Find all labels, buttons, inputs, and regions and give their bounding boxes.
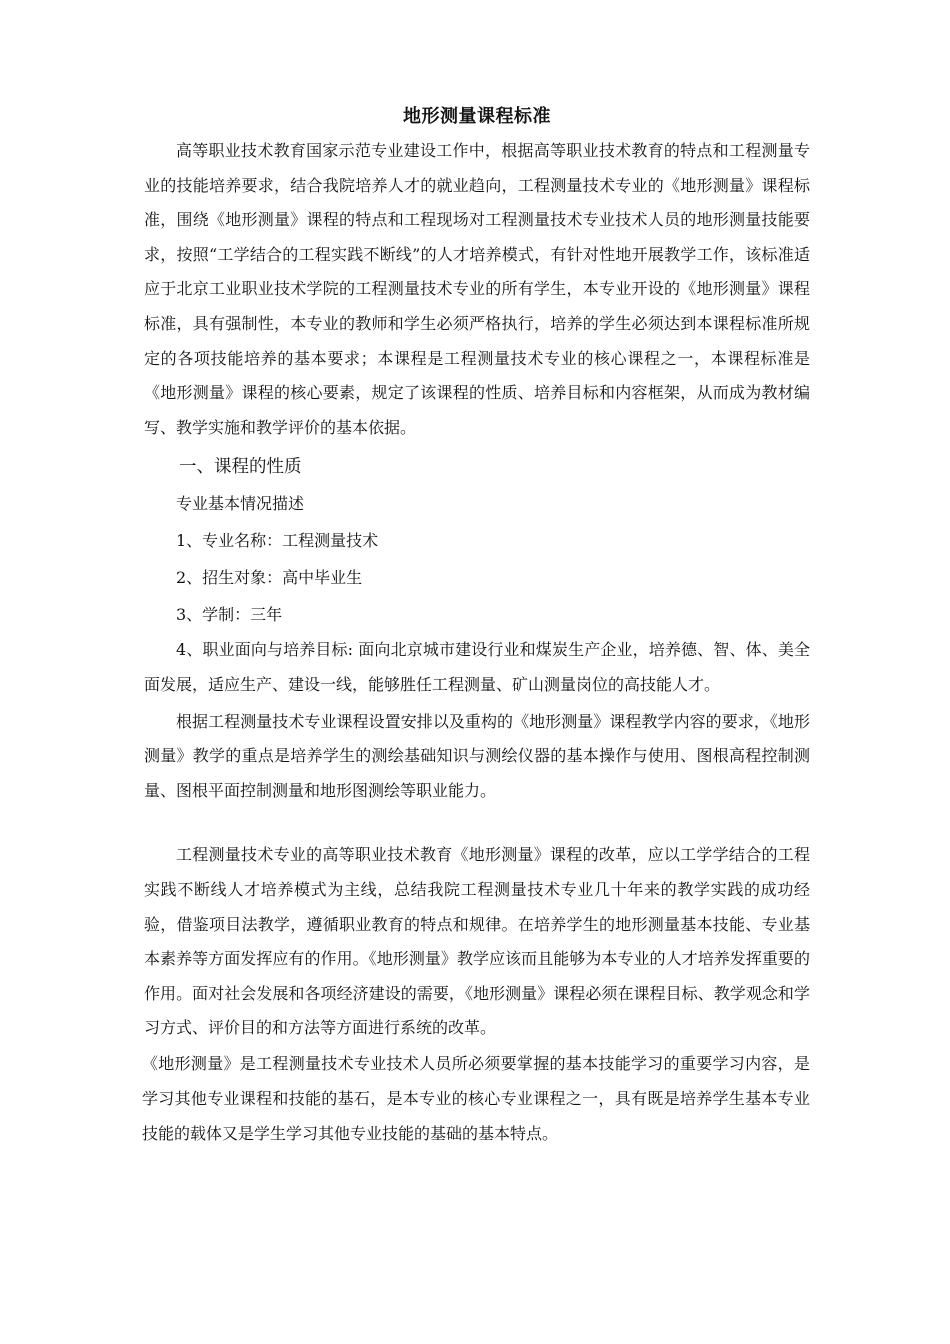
paragraph-teaching-focus: 根据工程测量技术专业课程设置安排以及重构的《地形测量》课程教学内容的要求，《地形测量》教学的重点是培养学生的测绘基础知识与测绘仪器的基本操作与使用、图根高程控制测量、图根平面控制测量和地形图测绘等职业能力。	[144, 711, 810, 800]
list-item-duration: 3、学制：三年	[176, 605, 283, 625]
list-item-career-goals: 4、职业面向与培养目标: 面向北京城市建设行业和煤炭生产企业，培养德、智、体、美全面发展，适应生产、建设一线，能够胜任工程测量、矿山测量岗位的高技能人才。	[144, 640, 810, 694]
document-title: 地形测量课程标准	[403, 106, 551, 127]
paragraph-course-reform: 工程测量技术专业的高等职业技术教育《地形测量》课程的改革，应以工学学结合的工程实践不断线人才培养模式为主线，总结我院工程测量技术专业几十年来的教学实践的成功经验，借鉴项目法教学，遵循职业教育的特点和规律。在培养学生的地形测量基本技能、专业基本素养等方面发挥应有的作用。《地形测量》教学应该而且能够为本专业的人才培养发挥重要的作用。面对社会发展和各项经济建设的需要，《地形测量》课程必须在课程目标、教学观念和学习方式、评价目的和方法等方面进行系统的改革。	[144, 845, 810, 1038]
subheading-program-description: 专业基本情况描述	[176, 494, 305, 514]
paragraph-spacer	[144, 808, 810, 838]
list-item-enrollment: 2、招生对象：高中毕业生	[176, 568, 363, 588]
document-page	[144, 100, 810, 1151]
list-item-program-name: 1、专业名称：工程测量技术	[176, 531, 379, 551]
intro-paragraph: 高等职业技术教育国家示范专业建设工作中，根据高等职业技术教育的特点和工程测量专业的技能培养要求，结合我院培养人才的就业趋向，工程测量技术专业的《地形测量》课程标准，围绕《地形测量》课程的特点和工程现场对工程测量技术专业技术人员的地形测量技能要求，按照“工学结合的工程实践不断线”的人才培养模式，有针对性地开展教学工作，该标准适应于北京工业职业技术学院的工程测量技术专业的所有学生，本专业开设的《地形测量》课程标准，具有强制性，本专业的教师和学生必须严格执行，培养的学生必须达到本课程标准所规定的各项技能培养的基本要求；本课程是工程测量技术专业的核心课程之一，本课程标准是《地形测量》课程的核心要素，规定了该课程的性质、培养目标和内容框架，从而成为教材编写、教学实施和教学评价的基本依据。	[144, 141, 810, 437]
paragraph-course-core: 《地形测量》是工程测量技术专业技术人员所必须要掌握的基本技能学习的重要学习内容，是学习其他专业课程和技能的基石，是本专业的核心专业课程之一，具有既是培养学生基本专业技能的载体又是学生学习其他专业技能的基础的基本特点。	[142, 1053, 810, 1143]
section-heading-course-nature: 一、课程的性质	[179, 457, 302, 478]
